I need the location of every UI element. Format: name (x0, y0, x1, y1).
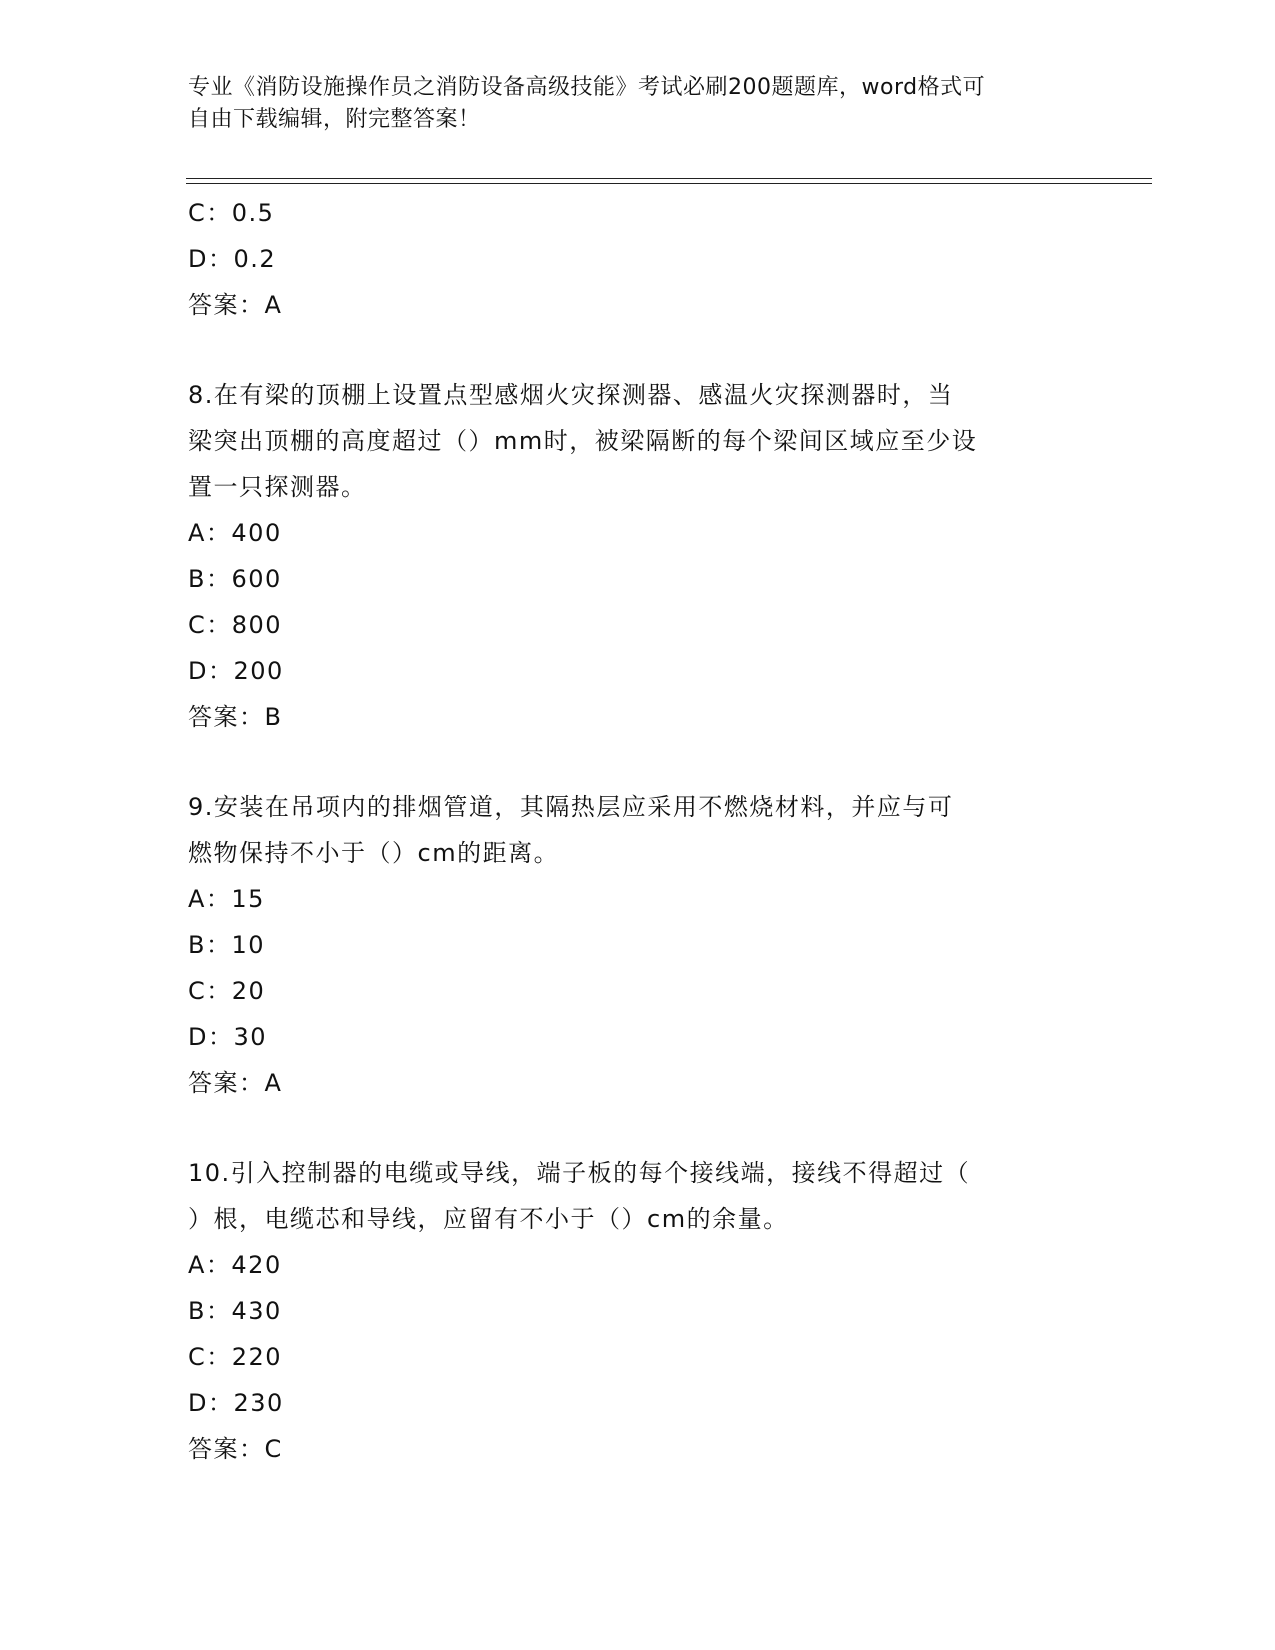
document-header (188, 72, 1068, 136)
option-d: D：230 (188, 1389, 284, 1417)
option-b: B：600 (188, 565, 282, 593)
option-d: D：30 (188, 1023, 268, 1051)
option-d: D：0.2 (188, 245, 277, 273)
question-8 (188, 372, 1088, 740)
header-line-1: 专业《消防设施操作员之消防设备高级技能》考试必刷200题题库，word格式可 (188, 75, 986, 100)
answer: 答案：B (188, 703, 283, 731)
header-line-2: 自由下载编辑，附完整答案！ (188, 107, 481, 132)
option-c: C：800 (188, 611, 283, 639)
question-text-line: 9.安装在吊项内的排烟管道，其隔热层应采用不燃烧材料，并应与可 (188, 793, 954, 821)
answer: 答案：A (188, 1069, 283, 1097)
option-b: B：10 (188, 931, 266, 959)
question-10 (188, 1150, 1088, 1472)
question-text-line: 置一只探测器。 (188, 473, 367, 501)
question-text-line: 10.引入控制器的电缆或导线，端子板的每个接线端，接线不得超过（ (188, 1159, 971, 1187)
answer: 答案：A (188, 291, 283, 319)
answer: 答案：C (188, 1435, 283, 1463)
option-a: A：15 (188, 885, 265, 913)
option-a: A：400 (188, 519, 282, 547)
question-text-line: ）根，电缆芯和导线，应留有不小于（）cm的余量。 (188, 1205, 789, 1233)
question-text-line: 燃物保持不小于（）cm的距离。 (188, 839, 560, 867)
option-c: C：0.5 (188, 199, 275, 227)
option-d: D：200 (188, 657, 284, 685)
header-divider-top (186, 178, 1152, 179)
header-divider-bottom (186, 183, 1152, 184)
previous-question-tail (188, 190, 1088, 328)
option-c: C：20 (188, 977, 266, 1005)
question-text-line: 8.在有梁的顶棚上设置点型感烟火灾探测器、感温火灾探测器时，当 (188, 381, 954, 409)
option-c: C：220 (188, 1343, 283, 1371)
question-9 (188, 784, 1088, 1106)
question-text-line: 梁突出顶棚的高度超过（）mm时，被梁隔断的每个梁间区域应至少设 (188, 427, 978, 455)
option-b: B：430 (188, 1297, 282, 1325)
option-a: A：420 (188, 1251, 282, 1279)
question-content (188, 190, 1088, 1472)
